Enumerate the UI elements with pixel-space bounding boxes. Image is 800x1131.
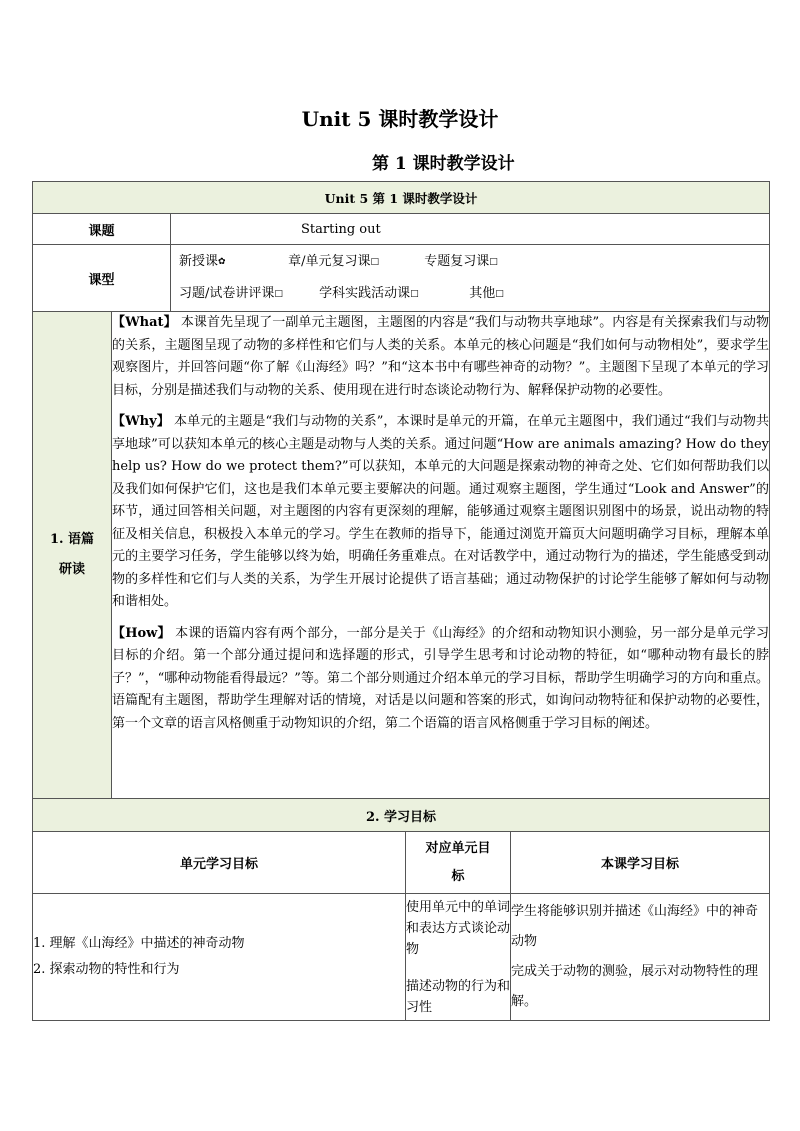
type-option[interactable]: 专题复习课□: [424, 254, 498, 269]
topic-value: Starting out: [171, 214, 770, 245]
page-title: Unit 5 课时教学设计: [301, 107, 499, 131]
lesson-design-table: [32, 181, 770, 1021]
lesson-goals-cell: [511, 894, 770, 1021]
reading-row: [33, 312, 770, 799]
why-paragraph: 【Why】 本单元的主题是“我们与动物的关系”，本课时是单元的开篇，在单元主题图中，我们通过“我们与动物共享地球”可以获知本单元的核心主题是动物与人类的关系。通过问题“How are animals amazing? How do they help us? How do we protect them?”可以获知，本单元的大问题是探索动物的神奇之处、它们如何帮助我们以及我们如何保护它们，这也是我们本单元要主要解决的问题。通过观察主题图，学生通过“Look and Answer”的环节，通过回答相关问题，对主题图的内容有更深刻的理解，能够通过观察主题图识别图中的场景，说出动物的特征及相关信息，积极投入本单元的学习。学生在教师的指导下，能通过浏览开篇页大问题明确学习目标，理解本单元的主要学习任务，学生能够以终为始，明确任务重难点。在对话教学中，通过动物行为的描述，学生能感受到动物的多样性和它们与人类的关系，为学生开展讨论提供了语言基础；通过动物保护的讨论学生能够了解如何与动物和谐相处。: [112, 414, 769, 609]
goals-columns-row: [33, 832, 770, 894]
type-row: [33, 245, 770, 312]
lesson-subtitle: 第 1 课时教学设计: [372, 154, 515, 174]
col-unit-goals: 单元学习目标: [33, 832, 406, 894]
lesson-goal-item: 完成关于动物的测验，展示对动物特性的理解。: [511, 964, 759, 1009]
match-goal-item: 使用单元中的单词和表达方式谈论动物: [406, 899, 511, 957]
what-paragraph: 【What】 本课首先呈现了一副单元主题图，主题图的内容是“我们与动物共享地球”。内容是有关探索我们与动物的关系，主题图呈现了动物的多样性和它们与人类的关系。本单元的核心问题是“我们如何与动物相处”，要求学生观察图片，并回答问题“你了解《山海经》吗？”和“这本书中有哪些神奇的动物？”。主题图下呈现了本单元的学习目标，分别是描述我们与动物的关系、使用现在进行时态谈论动物行为、解释保护动物的必要性。: [112, 315, 769, 398]
unit-goal-item: 2. 探索动物的特性和行为: [33, 962, 180, 977]
type-label: 课型: [33, 245, 171, 312]
col-match-goals: 对应单元目 标: [406, 832, 511, 894]
goals-header-row: [33, 799, 770, 832]
unit-goal-item: 1. 理解《山海经》中描述的神奇动物: [33, 936, 245, 951]
type-option[interactable]: 习题/试卷讲评课□: [179, 286, 283, 301]
type-line-1: [171, 246, 769, 278]
reading-content: [112, 312, 770, 799]
col-lesson-goals: 本课学习目标: [511, 832, 770, 894]
match-goal-item: 描述动物的行为和习性: [406, 978, 511, 1015]
reading-label: 1. 语篇 研读: [33, 312, 112, 799]
goals-row: [33, 894, 770, 1021]
why-tag: 【Why】: [112, 414, 170, 429]
type-option[interactable]: 学科实践活动课□: [319, 286, 419, 301]
unit-goals-cell: [33, 894, 406, 1021]
type-option[interactable]: 其他□: [469, 286, 504, 301]
type-options: [171, 245, 770, 312]
what-tag: 【What】: [112, 315, 177, 330]
how-paragraph: 【How】 本课的语篇内容有两个部分，一部分是关于《山海经》的介绍和动物知识小测验，另一部分是单元学习目标的介绍。第一个部分通过提问和选择题的形式，引导学生思考和讨论动物的特征，如“哪种动物有最长的脖子？”，“哪种动物能看得最远？”等。第二个部分则通过介绍本单元的学习目标，帮助学生明确学习的方向和重点。语篇配有主题图，帮助学生理解对话的情境，对话是以问题和答案的形式，如询问动物特征和保护动物的必要性，第一个文章的语言风格侧重于动物知识的介绍，第二个语篇的语言风格侧重于学习目标的阐述。: [112, 625, 769, 731]
topic-label: 课题: [33, 214, 171, 245]
table-header-row: [33, 182, 770, 214]
type-option[interactable]: 章/单元复习课□: [288, 254, 380, 269]
lesson-goal-item: 学生将能够识别并描述《山海经》中的神奇动物: [511, 904, 759, 949]
goals-header: 2. 学习目标: [33, 799, 770, 832]
type-option[interactable]: 新授课✿: [179, 254, 226, 269]
type-line-2: [171, 278, 769, 310]
table-header: Unit 5 第 1 课时教学设计: [33, 182, 770, 214]
how-tag: 【How】: [112, 625, 171, 641]
topic-row: [33, 214, 770, 245]
match-goals-cell: [406, 894, 511, 1021]
